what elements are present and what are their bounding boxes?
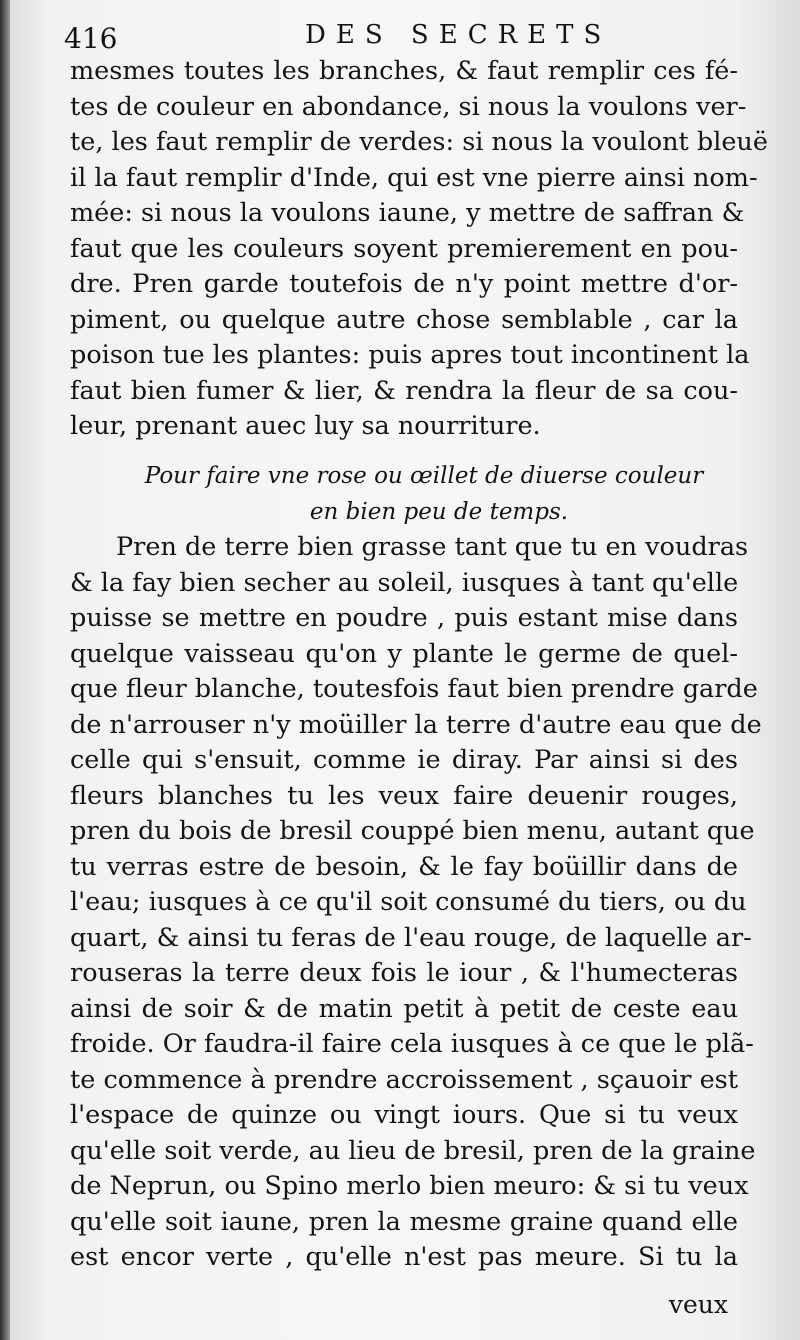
text-line: tes de couleur en abondance, si nous la voulons ver-	[70, 91, 747, 122]
text-line: te, les faut remplir de verdes: si nous la voulont bleuë	[70, 127, 768, 157]
text-line: dre. Pren garde toutefois de n'y point mettre d'or-	[70, 269, 738, 299]
heading-line-1: Pour faire vne rose ou œillet de diuerse couleur	[144, 463, 704, 489]
text-line: de Neprun, ou Spino merlo bien meuro: & si tu veux	[70, 1171, 749, 1201]
paragraph-1	[70, 54, 768, 445]
text-line: leur, prenant auec luy sa nourriture.	[70, 411, 541, 441]
text-line: froide. Or faudra-il faire cela iusques à ce que le plã-	[70, 1029, 754, 1059]
text-line: quart, & ainsi tu feras de l'eau rouge, de laquelle ar-	[70, 922, 752, 953]
heading-line-2: en bien peu de temps.	[309, 499, 569, 525]
text-line: puisse se mettre en poudre , puis estant mise dans	[70, 603, 738, 633]
text-line: qu'elle soit iaune, pren la mesme graine quand elle	[70, 1206, 738, 1237]
text-line: ainsi de soir & de matin petit à petit de ceste eau	[70, 993, 738, 1024]
text-line: pren du bois de bresil couppé bien menu, autant que	[70, 816, 755, 846]
text-line: piment, ou quelque autre chose semblable , car la	[70, 304, 738, 335]
text-line: rouseras la terre deux fois le iour , & l'humecteras	[70, 958, 738, 988]
text-line: faut bien fumer & lier, & rendra la fleur de sa cou-	[70, 375, 738, 406]
text-line: est encor verte , qu'elle n'est pas meure. Si tu la	[70, 1242, 738, 1272]
text-line: Pren de terre bien grasse tant que tu en voudras	[116, 532, 749, 562]
text-line: faut que les couleurs soyent premierement en pou-	[70, 233, 738, 264]
text-line: l'eau; iusques à ce qu'il soit consumé du tiers, ou du	[70, 887, 747, 917]
text-line: de n'arrouser n'y moüiller la terre d'autre eau que de	[70, 709, 762, 740]
text-line: mée: si nous la voulons iaune, y mettre de saffran &	[70, 198, 745, 228]
catchword: veux	[668, 1290, 728, 1319]
text-line: tu verras estre de besoin, & le fay boüillir dans de	[70, 851, 738, 882]
text-line: que fleur blanche, toutesfois faut bien prendre garde	[70, 674, 758, 704]
running-title: DES SECRETS	[305, 20, 612, 50]
text-line: mesmes toutes les branches, & faut remplir ces fé-	[70, 56, 738, 86]
text-line: te commence à prendre accroissement , sçauoir est	[70, 1064, 738, 1095]
text-line: l'espace de quinze ou vingt iours. Que si tu veux	[70, 1100, 738, 1130]
text-line: & la fay bien secher au soleil, iusques à tant qu'elle	[70, 567, 739, 598]
text-line: il la faut remplir d'Inde, qui est vne pierre ainsi nom-	[70, 162, 758, 193]
page-edge-shadow	[0, 0, 10, 1340]
paragraph-2	[70, 530, 762, 1276]
text-line: celle qui s'ensuit, comme ie diray. Par ainsi si des	[70, 745, 738, 775]
running-head	[60, 14, 780, 54]
page-number: 416	[64, 22, 118, 55]
text-line: poison tue les plantes: puis apres tout incontinent la	[70, 340, 750, 370]
text-line: qu'elle soit verde, au lieu de bresil, pren de la graine	[70, 1135, 756, 1166]
text-line: quelque vaisseau qu'on y plante le germe de quel-	[70, 638, 738, 669]
text-line: fleurs blanches tu les veux faire deuenir rouges,	[70, 780, 738, 811]
section-heading	[70, 458, 738, 530]
